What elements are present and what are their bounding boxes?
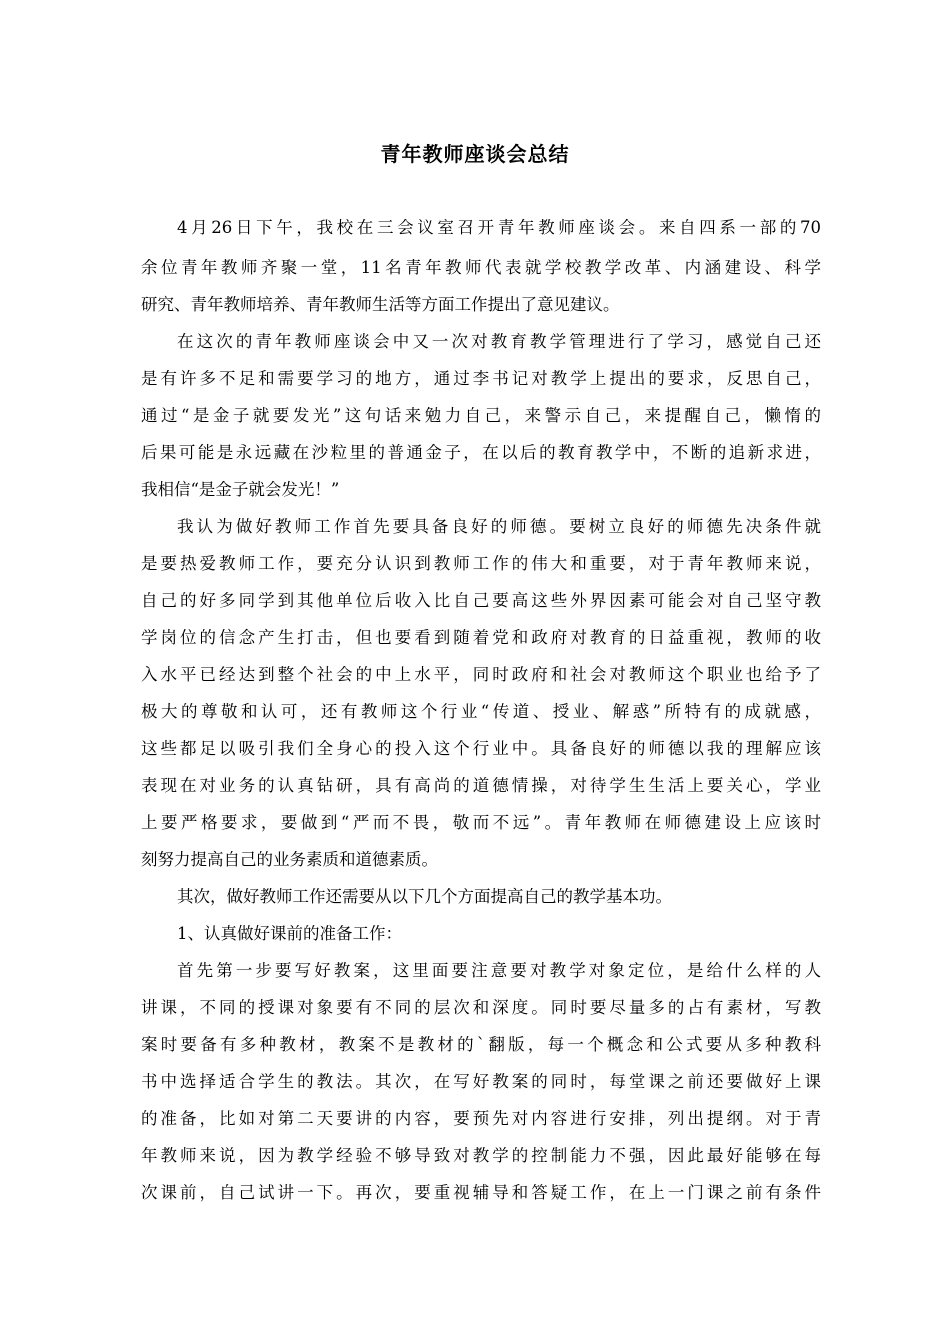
text-line: 讲课，不同的授课对象要有不同的层次和深度。同时要尽量多的占有素材，写教 xyxy=(141,998,821,1017)
text-line: 这些都足以吸引我们全身心的投入这个行业中。具备良好的师德以我的理解应该 xyxy=(141,739,821,758)
text-line: 后果可能是永远藏在沙粒里的普通金子，在以后的教育教学中，不断的追新求进， xyxy=(141,443,821,462)
text-line: 通过“是金子就要发光”这句话来勉力自己，来警示自己，来提醒自己，懒惰的 xyxy=(141,406,821,425)
text-line: 我相信“是金子就会发光！” xyxy=(141,480,340,499)
text-line: 研究、青年教师培养、青年教师生活等方面工作提出了意见建议。 xyxy=(141,295,620,314)
text-line: 年教师来说，因为教学经验不够导致对教学的控制能力不强，因此最好能够在每 xyxy=(141,1146,821,1165)
text-line: 在这次的青年教师座谈会中又一次对教育教学管理进行了学习，感觉自己还 xyxy=(177,332,821,351)
text-line: 表现在对业务的认真钻研，具有高尚的道德情操，对待学生生活上要关心，学业 xyxy=(141,776,821,795)
text-line: 自己的好多同学到其他单位后收入比自己要高这些外界因素可能会对自己坚守教 xyxy=(141,591,821,610)
text-line: 的准备，比如对第二天要讲的内容，要预先对内容进行安排，列出提纲。对于青 xyxy=(141,1109,821,1128)
text-line: 案时要备有多种教材，教案不是教材的`翻版，每一个概念和公式要从多种教科 xyxy=(141,1035,821,1054)
text-line: 上要严格要求，要做到“严而不畏，敬而不远”。青年教师在师德建设上应该时 xyxy=(141,813,821,832)
text-line: 入水平已经达到整个社会的中上水平，同时政府和社会对教师这个职业也给予了 xyxy=(141,665,821,684)
text-line: 是有许多不足和需要学习的地方，通过李书记对教学上提出的要求，反思自己， xyxy=(141,369,821,388)
text-line: 4月26日下午，我校在三会议室召开青年教师座谈会。来自四系一部的70 xyxy=(177,218,821,237)
text-line: 1、认真做好课前的准备工作： xyxy=(177,924,402,943)
text-line: 刻努力提高自己的业务素质和道德素质。 xyxy=(141,850,438,869)
text-line: 是要热爱教师工作，要充分认识到教师工作的伟大和重要，对于青年教师来说， xyxy=(141,554,821,573)
text-line: 余位青年教师齐聚一堂，11名青年教师代表就学校教学改革、内涵建设、科学 xyxy=(141,258,821,277)
text-line: 次课前，自己试讲一下。再次，要重视辅导和答疑工作，在上一门课之前有条件 xyxy=(141,1183,821,1202)
text-line: 学岗位的信念产生打击，但也要看到随着党和政府对教育的日益重视，教师的收 xyxy=(141,628,821,647)
text-line: 极大的尊敬和认可，还有教师这个行业“传道、授业、解惑”所特有的成就感， xyxy=(141,702,821,721)
text-line: 首先第一步要写好教案，这里面要注意要对教学对象定位，是给什么样的人 xyxy=(177,961,821,980)
text-line: 我认为做好教师工作首先要具备良好的师德。要树立良好的师德先决条件就 xyxy=(177,517,821,536)
text-line: 其次，做好教师工作还需要从以下几个方面提高自己的教学基本功。 xyxy=(177,887,672,906)
text-line: 书中选择适合学生的教法。其次，在写好教案的同时，每堂课之前还要做好上课 xyxy=(141,1072,821,1091)
document-title: 青年教师座谈会总结 xyxy=(380,142,570,166)
